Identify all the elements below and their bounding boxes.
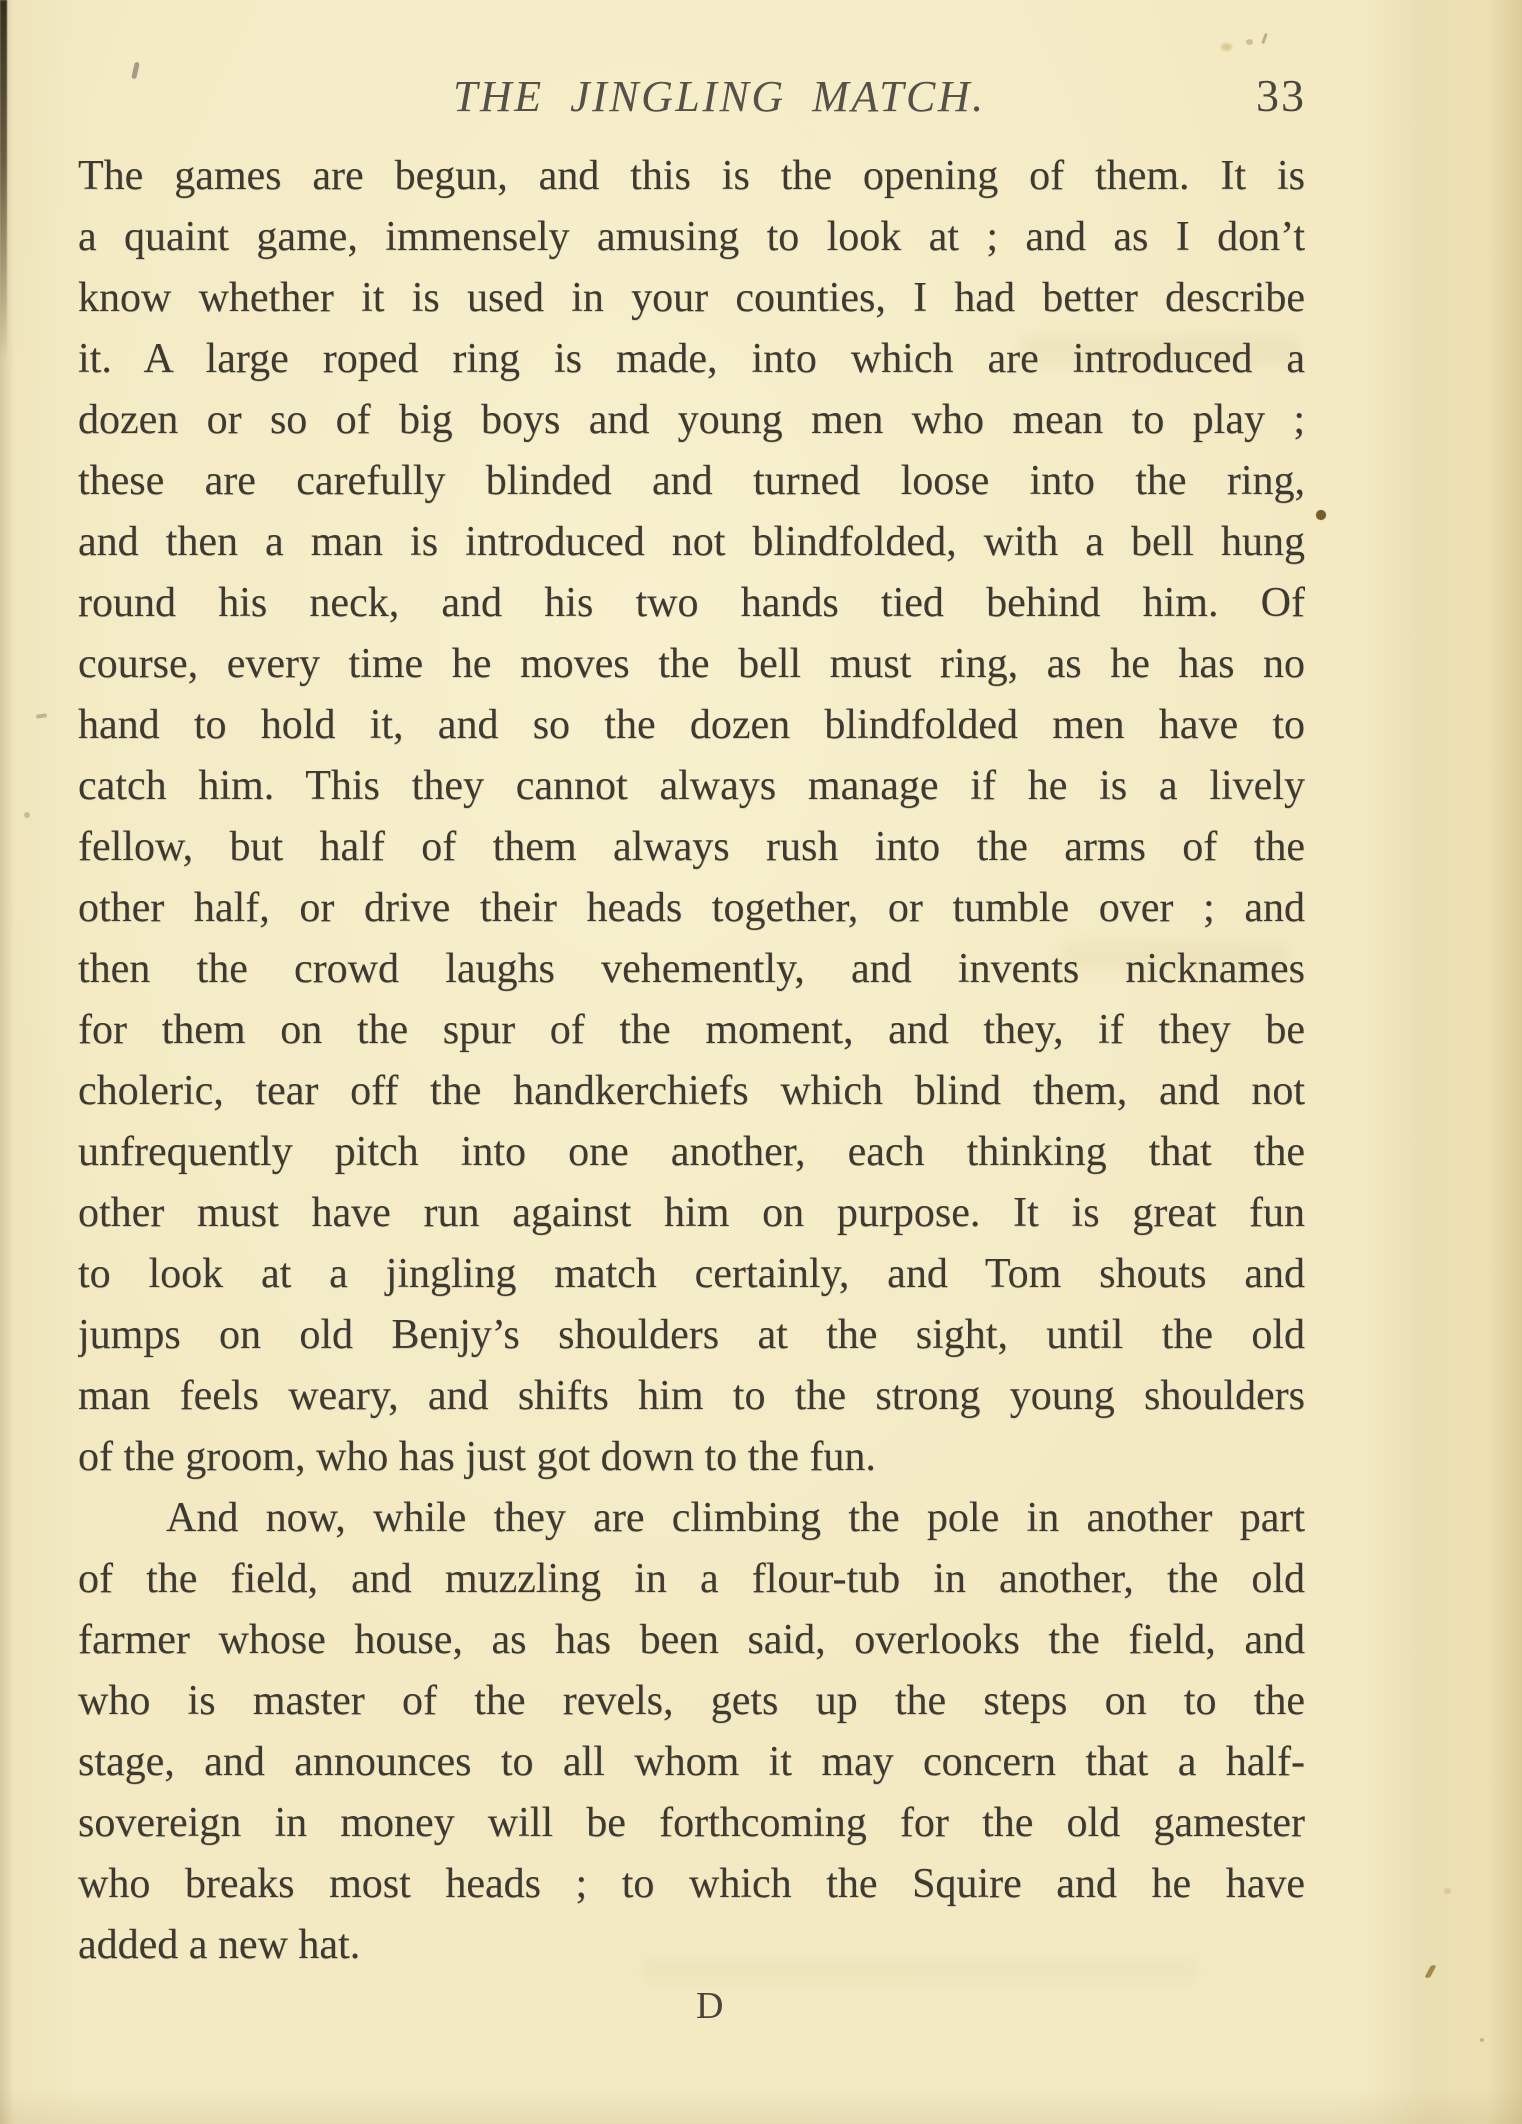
text-line: sovereign in money will be forthcoming for the old gamester (78, 1800, 1305, 1846)
text-line: course, every time he moves the bell must ring, as he has no (78, 641, 1305, 687)
text-line: catch him. This they cannot always manage if he is a lively (78, 763, 1305, 809)
text-line: and then a man is introduced not blindfolded, with a bell hung (78, 519, 1305, 565)
text-line: who is master of the revels, gets up the steps on to the (78, 1678, 1305, 1724)
signature-mark: D (696, 1985, 725, 2027)
text-line: The games are begun, and this is the opening of them. It is (78, 153, 1305, 199)
text-line: unfrequently pitch into one another, each thinking that the (78, 1129, 1305, 1175)
text-line: it. A large roped ring is made, into which are introduced a (78, 336, 1305, 382)
text-line: other must have run against him on purpose. It is great fun (78, 1190, 1305, 1236)
text-line: dozen or so of big boys and young men who mean to play ; (78, 397, 1305, 443)
left-edge-dark-strip (0, 0, 7, 360)
text-line: added a new hat. (78, 1922, 361, 1968)
text-line: a quaint game, immensely amusing to look at ; and as I don’t (78, 214, 1305, 260)
scan-speck (1246, 39, 1253, 45)
text-line: of the groom, who has just got down to the fun. (78, 1434, 876, 1480)
text-line: round his neck, and his two hands tied behind him. Of (78, 580, 1305, 626)
scan-speck (36, 713, 47, 718)
text-line: other half, or drive their heads together, or tumble over ; and (78, 885, 1305, 931)
text-line: hand to hold it, and so the dozen blindfolded men have to (78, 702, 1305, 748)
text-line: man feels weary, and shifts him to the strong young shoulders (78, 1373, 1305, 1419)
text-line: then the crowd laughs vehemently, and invents nicknames (78, 946, 1305, 992)
scan-speck (1221, 43, 1232, 51)
scan-speck (1261, 33, 1268, 44)
scan-speck (131, 62, 140, 80)
text-line: these are carefully blinded and turned loose into the ring, (78, 458, 1305, 504)
running-header-title: THE JINGLING MATCH. (453, 72, 986, 121)
text-line: farmer whose house, as has been said, overlooks the field, and (78, 1617, 1305, 1663)
scan-speck (1444, 1888, 1451, 1894)
text-line: And now, while they are climbing the pole in another part (166, 1495, 1305, 1541)
text-line: stage, and announces to all whom it may concern that a half- (78, 1739, 1305, 1785)
text-line: to look at a jingling match certainly, and Tom shouts and (78, 1251, 1305, 1297)
right-edge-shadow (1488, 0, 1522, 2124)
paper-crease (1372, 0, 1482, 2124)
text-line: of the field, and muzzling in a flour-tub in another, the old (78, 1556, 1305, 1602)
bottom-edge-shadow (0, 2088, 1522, 2124)
text-line: for them on the spur of the moment, and they, if they be (78, 1007, 1305, 1053)
text-line: who breaks most heads ; to which the Squire and he have (78, 1861, 1305, 1907)
text-line: fellow, but half of them always rush into the arms of the (78, 824, 1305, 870)
text-line: choleric, tear off the handkerchiefs which blind them, and not (78, 1068, 1305, 1114)
text-line: know whether it is used in your counties, I had better describe (78, 275, 1305, 321)
scan-speck (1480, 2038, 1484, 2042)
ink-dot (1316, 510, 1326, 520)
body-text (78, 146, 1305, 1976)
scan-speck (24, 812, 30, 818)
text-line: jumps on old Benjy’s shoulders at the sight, until the old (78, 1312, 1305, 1358)
page-number: 33 (1256, 70, 1306, 121)
